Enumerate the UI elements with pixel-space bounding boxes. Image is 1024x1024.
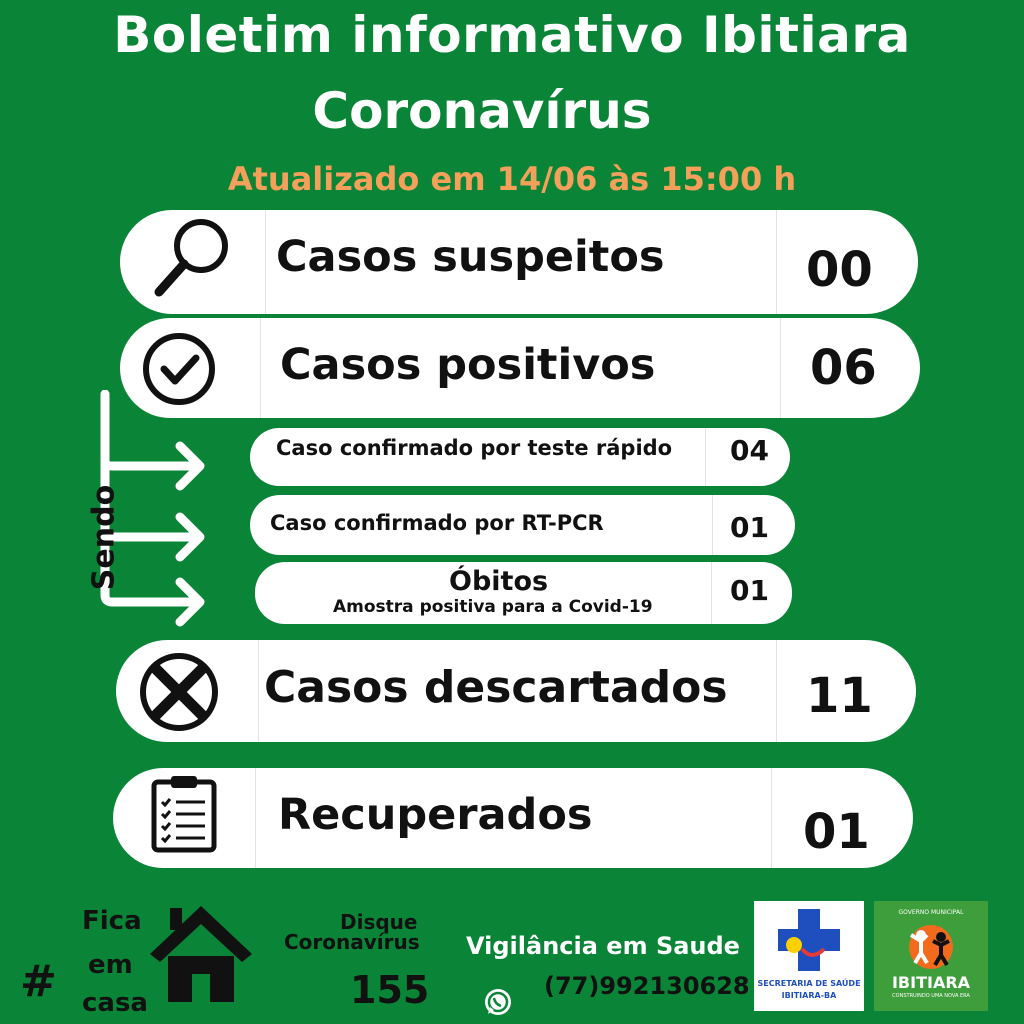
whatsapp-icon [484,988,512,1020]
card-obitos [255,562,792,624]
card-label: Casos suspeitos [276,232,665,282]
bulletin-title: Boletim informativo Ibitiara [113,6,911,64]
card-value: 01 [803,804,870,860]
card-value: 11 [806,668,873,724]
sendo-label: Sendo [86,484,122,591]
updated-timestamp: Atualizado em 14/06 às 15:00 h [227,160,797,198]
ibitiara-name: IBITIARA [891,973,971,992]
vigilancia-label: Vigilância em Saude [466,932,740,960]
divider [255,768,256,868]
divider [780,318,781,418]
card-label: Casos positivos [280,340,656,390]
secretaria-saude-logo [754,901,864,1011]
health-cross-icon [754,901,864,979]
house-icon [146,900,256,1008]
divider [258,640,259,742]
phone-number: (77)992130628 [544,972,750,1000]
secretaria-line1: SECRETARIA DE SAÚDE [757,979,861,988]
divider [265,210,266,314]
card-label: Recuperados [278,790,593,840]
people-sun-icon [896,919,966,969]
card-value: 06 [810,340,877,396]
card-label: Caso confirmado por teste rápido [276,436,673,460]
divider [705,428,706,486]
stay-home-word-2: em [88,950,133,980]
card-label: Óbitos [449,566,549,597]
stay-home-word-1: Fica [82,906,142,936]
clipboard-checklist-icon [149,774,219,858]
card-suspeitos [120,210,918,314]
ibitiara-slogan: CONSTRUINDO UMA NOVA ERA [892,993,970,999]
card-value: 01 [730,574,769,607]
ibitiara-top: GOVERNO MUNICIPAL [898,909,964,916]
card-value: 04 [730,434,769,467]
card-teste-rapido [250,428,790,486]
card-descartados [116,640,916,742]
disque-label-2: Coronavírus [284,930,420,954]
disque-label: Disque [340,910,418,934]
bulletin-subtitle: Coronavírus [312,82,652,140]
stay-home-word-3: casa [82,988,148,1018]
ibitiara-logo [874,901,988,1011]
divider [771,768,772,868]
card-value: 01 [730,511,769,544]
card-recuperados [113,768,913,868]
x-circle-icon [138,651,220,737]
divider [776,640,777,742]
magnifier-icon [145,214,235,308]
card-rt-pcr [250,495,795,555]
card-positivos [120,318,920,418]
divider [711,562,712,624]
disque-number: 155 [350,968,430,1012]
hashtag: # [20,956,57,1007]
card-label: Casos descartados [264,662,728,713]
card-value: 00 [806,242,873,298]
divider [260,318,261,418]
secretaria-line2: IBITIARA-BA [781,991,837,1000]
divider [712,495,713,555]
card-label: Caso confirmado por RT-PCR [270,511,604,535]
card-sublabel: Amostra positiva para a Covid-19 [333,597,653,617]
divider [776,210,777,314]
